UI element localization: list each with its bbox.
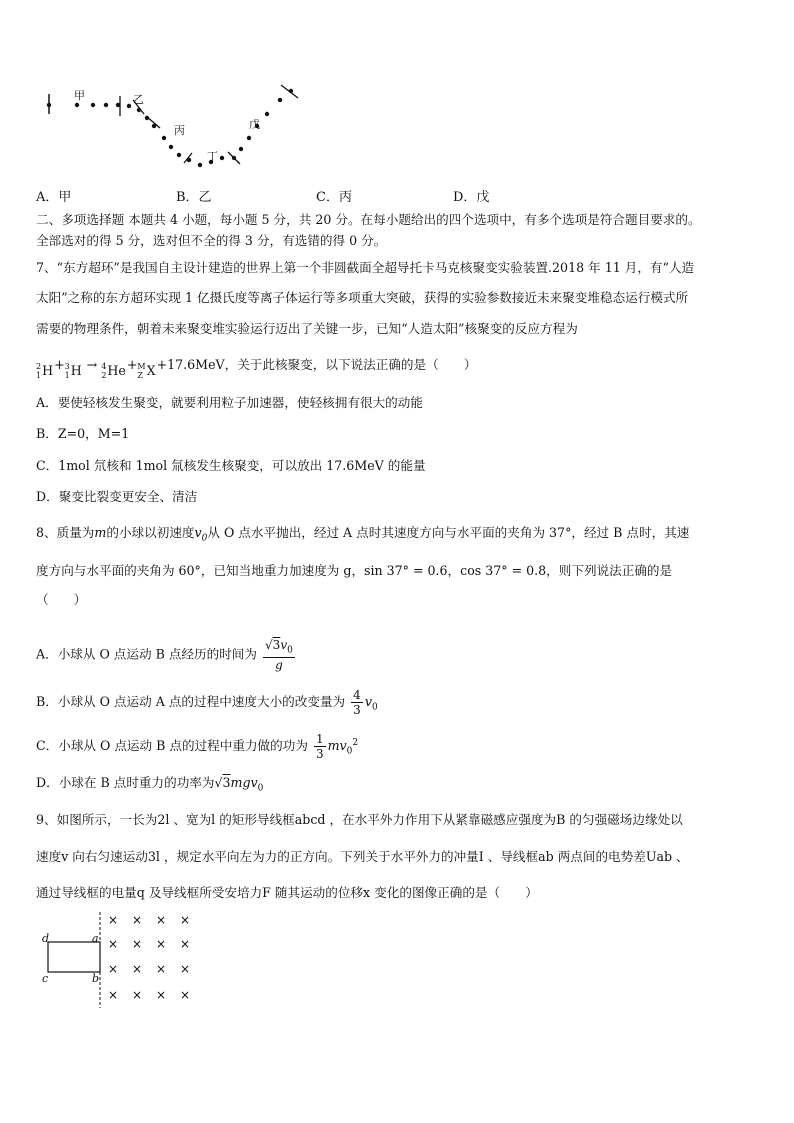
svg-text:×: × bbox=[156, 913, 167, 927]
q9-line1: 9、如图所示，一长为2l 、宽为l 的矩形导线框abcd ，在水平外力作用下从紧靠磁感应强度为B 的匀强磁场边缘处以 bbox=[36, 812, 683, 827]
q6-option-b[interactable]: B．乙 bbox=[176, 190, 212, 205]
q8-line3: （ ） bbox=[36, 592, 87, 607]
svg-text:×: × bbox=[132, 913, 143, 927]
tritium: 3 1 H bbox=[64, 362, 82, 380]
svg-text:×: × bbox=[156, 962, 167, 976]
label-jia: 甲 bbox=[74, 89, 85, 102]
q7-option-d[interactable]: D．聚变比裂变更安全、清洁 bbox=[36, 489, 198, 504]
q8-option-d[interactable]: D．小球在 B 点时重力的功率为√3mgv$_0$ bbox=[36, 775, 264, 794]
q8-line2: 度方向与水平面的夹角为 60°，已知当地重力加速度为 g，sin 37° = 0.6，cos 37° = 0.8，则下列说法正确的是 bbox=[36, 563, 673, 578]
corner-c: c bbox=[42, 972, 49, 985]
label-ding: 丁 bbox=[207, 150, 218, 163]
q8-line1: 8、质量为m的小球以初速度$v_0$从 O 点水平抛出，经过 A 点时其速度方向与水平面的夹角为 37°，经过 B 点时，其速 bbox=[36, 525, 690, 544]
q6-option-d[interactable]: D．戊 bbox=[453, 190, 490, 205]
svg-text:×: × bbox=[108, 937, 119, 951]
corner-a: a bbox=[92, 932, 99, 945]
q7-line3: 需要的物理条件，朝着未来聚变堆实验运行迈出了关键一步，已知“人造太阳”核聚变的反应方程为 bbox=[36, 321, 578, 336]
svg-text:×: × bbox=[156, 937, 167, 951]
q7-line1: 7、“东方超环”是我国自主设计建造的世界上第一个非圆截面全超导托卡马克核聚变实验装置.2018 年 11 月，有“人造 bbox=[36, 260, 695, 275]
deuterium: 2 1 H bbox=[36, 362, 54, 380]
q7-option-b[interactable]: B．Z=0，M=1 bbox=[36, 426, 130, 441]
q9-figure bbox=[36, 910, 206, 1010]
particle-x: M Z X bbox=[137, 362, 156, 380]
corner-b: b bbox=[92, 972, 100, 985]
q7-line2: 太阳”之称的东方超环实现 1 亿摄氏度等离子体运行等多项重大突破，获得的实验参数接近未来聚变堆稳态运行模式所 bbox=[36, 290, 689, 305]
label-wu: 戊 bbox=[249, 118, 260, 131]
svg-text:×: × bbox=[180, 937, 191, 951]
svg-text:×: × bbox=[132, 937, 143, 951]
helium: 4 2 He bbox=[101, 362, 126, 380]
svg-text:×: × bbox=[180, 962, 191, 976]
label-yi: 乙 bbox=[133, 93, 144, 106]
svg-text:×: × bbox=[156, 988, 167, 1002]
arrow-icon: → bbox=[86, 357, 98, 372]
svg-text:×: × bbox=[180, 988, 191, 1002]
label-bing: 丙 bbox=[174, 124, 185, 137]
q7-eq-tail: +17.6MeV，关于此核聚变，以下说法正确的是（ ） bbox=[156, 357, 477, 372]
q6-option-c[interactable]: C．丙 bbox=[316, 190, 352, 205]
section2-line1: 二、多项选择题 本题共 4 小题，每小题 5 分，共 20 分。在每小题给出的四个选项中，有多个选项是符合题目要求的。 bbox=[36, 212, 701, 227]
q8-option-a[interactable]: A．小球从 O 点运动 B 点经历的时间为 $\frac{√3v_0}{g}$ bbox=[36, 638, 293, 673]
q9-line3: 通过导线框的电量q 及导线框所受安培力F 随其运动的位移x 变化的图像正确的是（ ） bbox=[36, 885, 538, 900]
q9-line2: 速度v 向右匀速运动3l ，规定水平向左为力的正方向。下列关于水平外力的冲量I 、导线框ab 两点间的电势差Uab 、 bbox=[36, 849, 689, 864]
svg-text:×: × bbox=[132, 988, 143, 1002]
q6-option-a[interactable]: A．甲 bbox=[36, 190, 72, 205]
q7-option-c[interactable]: C．1mol 氘核和 1mol 氚核发生核聚变，可以放出 17.6MeV 的能量 bbox=[36, 458, 426, 473]
q8-option-c[interactable]: C．小球从 O 点运动 B 点的过程中重力做的功为 $\frac{1}{3}$ $mv_0^2$ bbox=[36, 732, 359, 762]
svg-text:×: × bbox=[108, 962, 119, 976]
q9-figure-svg bbox=[36, 910, 206, 1010]
svg-text:×: × bbox=[132, 962, 143, 976]
track-diagram bbox=[36, 78, 316, 178]
corner-d: d bbox=[42, 932, 50, 945]
q7-option-a[interactable]: A．要使轻核发生聚变，就要利用粒子加速器，使轻核拥有很大的动能 bbox=[36, 395, 423, 410]
svg-text:×: × bbox=[108, 988, 119, 1002]
q8-option-b[interactable]: B．小球从 O 点运动 A 点的过程中速度大小的改变量为 $\frac{4}{3}$ $v_0$ bbox=[36, 688, 378, 717]
q7-equation: 2 1 H+ 3 1 H → 4 2 He+ M Z X+17.6MeV，关于此核聚变，以下说法正确的是（ ） bbox=[36, 357, 477, 380]
svg-text:×: × bbox=[108, 913, 119, 927]
svg-text:×: × bbox=[180, 913, 191, 927]
section2-line2: 全部选对的得 5 分，选对但不全的得 3 分，有选错的得 0 分。 bbox=[36, 233, 387, 248]
